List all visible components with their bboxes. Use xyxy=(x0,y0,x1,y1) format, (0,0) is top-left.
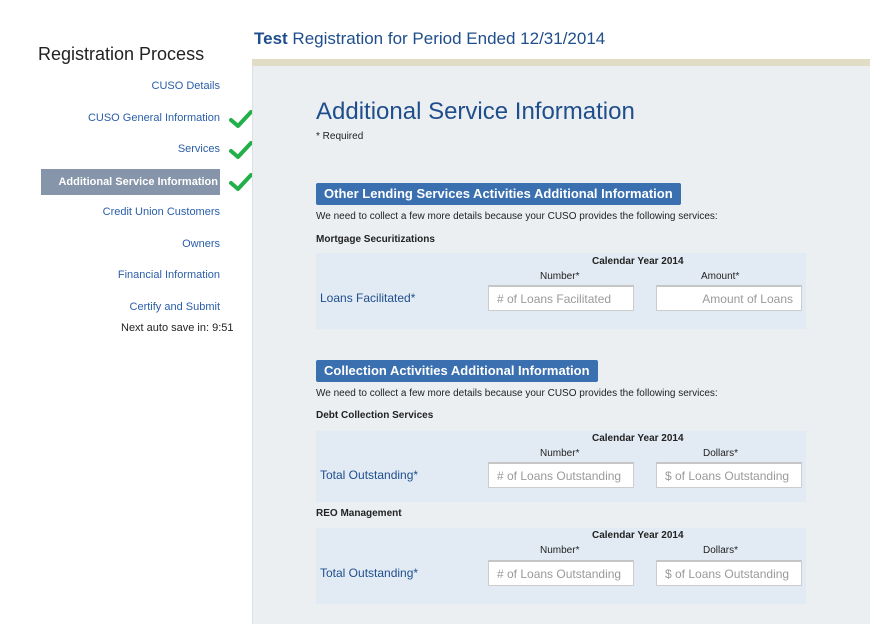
sidebar-item-credit-union-customers[interactable]: Credit Union Customers xyxy=(102,206,220,218)
service-name-debt-collection: Debt Collection Services xyxy=(316,410,434,421)
section-intro: We need to collect a few more details because your CUSO provides the following services: xyxy=(316,388,718,399)
section-heading: Additional Service Information xyxy=(316,98,635,125)
number-column-label: Number* xyxy=(540,545,580,556)
number-column-label: Number* xyxy=(540,271,580,282)
debt-collection-dollars-field[interactable] xyxy=(656,462,802,488)
sidebar-item-certify-and-submit[interactable]: Certify and Submit xyxy=(129,301,220,313)
page-title-bold: Test xyxy=(254,29,288,48)
panel-top-bar xyxy=(252,59,870,66)
autosave-timer: Next auto save in: 9:51 xyxy=(121,322,234,334)
dollars-column-label: Dollars* xyxy=(703,545,739,556)
dollars-column-label: Dollars* xyxy=(703,448,739,459)
amount-column-label: Amount* xyxy=(701,271,740,282)
debt-collection-number-field[interactable] xyxy=(488,462,634,488)
calendar-year-label: Calendar Year 2014 xyxy=(592,433,684,444)
sidebar-title: Registration Process xyxy=(38,44,205,64)
section-title-collection-activities: Collection Activities Additional Information xyxy=(316,360,598,382)
page-title-rest: Registration for Period Ended 12/31/2014 xyxy=(287,29,606,48)
service-name-reo-management: REO Management xyxy=(316,508,402,519)
required-note: * Required xyxy=(316,131,364,142)
reo-management-number-field[interactable] xyxy=(488,560,634,586)
loans-facilitated-amount-field[interactable] xyxy=(656,285,802,311)
sidebar-item-cuso-details[interactable]: CUSO Details xyxy=(151,80,220,92)
loans-facilitated-number-field[interactable] xyxy=(488,285,634,311)
checkmark-icon xyxy=(229,109,253,129)
sidebar-item-financial-information[interactable]: Financial Information xyxy=(117,269,220,281)
calendar-year-label: Calendar Year 2014 xyxy=(592,530,684,541)
number-column-label: Number* xyxy=(540,448,580,459)
service-name-mortgage-securitizations: Mortgage Securitizations xyxy=(316,234,435,245)
checkmark-icon xyxy=(229,172,253,192)
section-intro: We need to collect a few more details because your CUSO provides the following services: xyxy=(316,211,718,222)
checkmark-icon xyxy=(229,140,253,160)
sidebar-item-services[interactable]: Services xyxy=(177,143,220,155)
sidebar-item-additional-service-information[interactable] xyxy=(41,169,220,195)
reo-management-dollars-field[interactable] xyxy=(656,560,802,586)
sidebar-item-label: Additional Service Information xyxy=(58,176,218,188)
calendar-year-label: Calendar Year 2014 xyxy=(592,256,684,267)
page-title xyxy=(254,29,605,49)
sidebar-item-cuso-general-information[interactable]: CUSO General Information xyxy=(87,112,220,124)
section-title-other-lending: Other Lending Services Activities Additional Information xyxy=(316,183,681,205)
sidebar-item-owners[interactable]: Owners xyxy=(182,238,220,250)
row-label-total-outstanding: Total Outstanding* xyxy=(320,566,419,580)
row-label-total-outstanding: Total Outstanding* xyxy=(320,468,419,482)
row-label-loans-facilitated: Loans Facilitated* xyxy=(320,291,416,305)
